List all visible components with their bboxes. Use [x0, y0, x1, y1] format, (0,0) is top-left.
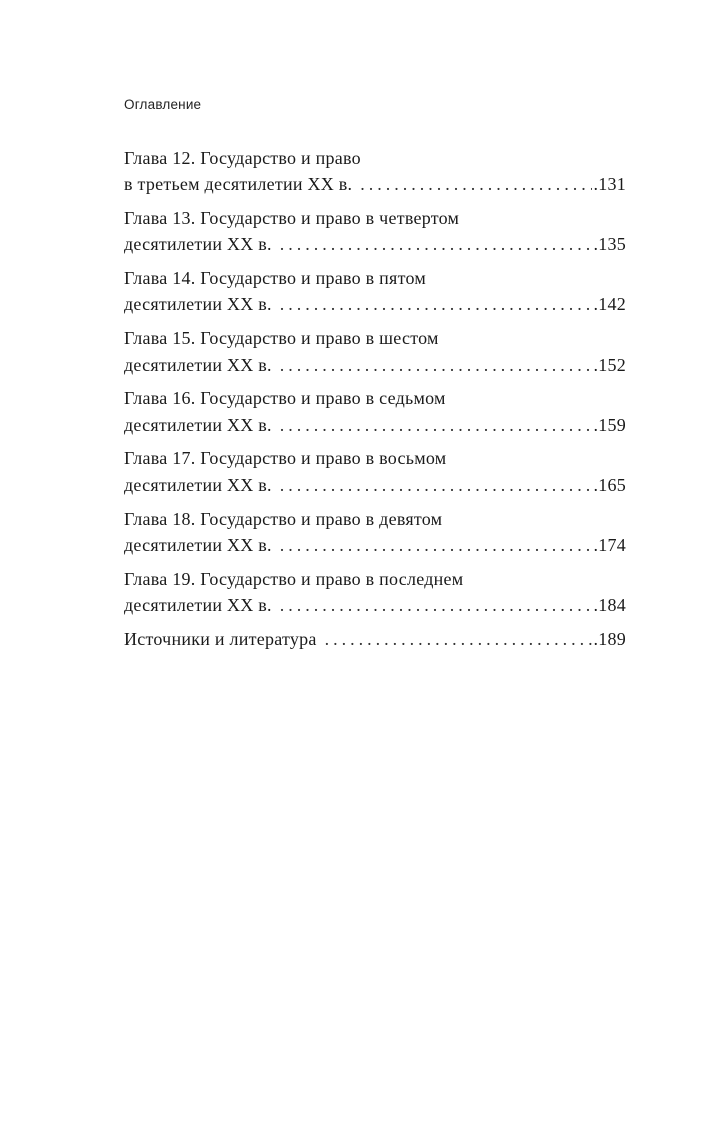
toc-entry-title-continued: в третьем десятилетии XX в. — [124, 174, 353, 195]
toc-entry-title-continued: десятилетии XX в. — [124, 234, 272, 255]
toc-entry-page-number: .152 — [593, 354, 626, 375]
toc-entry-title: Глава 12. Государство и право — [124, 148, 361, 168]
toc-entry-page-number: .131 — [593, 174, 626, 195]
toc-entry-title-continued: десятилетии XX в. — [124, 474, 272, 495]
toc-entry-title: Глава 17. Государство и право в восьмом — [124, 448, 447, 469]
dot-leader — [280, 231, 592, 257]
toc-entry-page-number: .165 — [593, 474, 626, 495]
toc-entry-chapter-14 — [124, 265, 626, 318]
toc-entry-page-number: .189 — [593, 628, 626, 649]
toc-entry-chapter-12 — [124, 145, 626, 198]
toc-entry-chapter-15 — [124, 325, 626, 378]
toc-entry-chapter-18 — [124, 506, 626, 559]
table-of-contents — [124, 145, 626, 660]
toc-entry-title: Глава 18. Государство и право в девятом — [124, 508, 443, 529]
toc-entry-chapter-17 — [124, 445, 626, 498]
toc-entry-page-number: .142 — [593, 294, 626, 315]
toc-entry-title-continued: десятилетии XX в. — [124, 594, 272, 615]
toc-entry-title: Глава 19. Государство и право в последнем — [124, 568, 464, 589]
dot-leader — [280, 592, 592, 618]
dot-leader — [280, 412, 592, 438]
dot-leader — [325, 626, 592, 652]
toc-entry-title: Источники и литература — [124, 628, 317, 649]
toc-entry-title: Глава 13. Государство и право в четвертом — [124, 208, 460, 229]
toc-entry-chapter-16 — [124, 385, 626, 438]
toc-entry-page-number: .159 — [593, 414, 626, 435]
toc-entry-chapter-13 — [124, 205, 626, 258]
running-head: Оглавление — [124, 97, 202, 112]
toc-entry-title-continued: десятилетии XX в. — [124, 414, 272, 435]
dot-leader — [360, 171, 591, 197]
toc-entry-sources — [124, 626, 626, 652]
toc-entry-page-number: .135 — [593, 234, 626, 255]
dot-leader — [280, 532, 592, 558]
toc-entry-title: Глава 15. Государство и право в шестом — [124, 328, 439, 349]
dot-leader — [280, 472, 592, 498]
toc-entry-title: Глава 16. Государство и право в седьмом — [124, 388, 446, 409]
toc-entry-title-continued: десятилетии XX в. — [124, 354, 272, 375]
toc-entry-title-continued: десятилетии XX в. — [124, 294, 272, 315]
toc-entry-chapter-19 — [124, 566, 626, 619]
toc-entry-title: Глава 14. Государство и право в пятом — [124, 268, 427, 289]
toc-entry-page-number: .174 — [593, 534, 626, 555]
dot-leader — [280, 352, 592, 378]
toc-entry-page-number: .184 — [593, 594, 626, 615]
dot-leader — [280, 291, 592, 317]
toc-entry-title-continued: десятилетии XX в. — [124, 534, 272, 555]
